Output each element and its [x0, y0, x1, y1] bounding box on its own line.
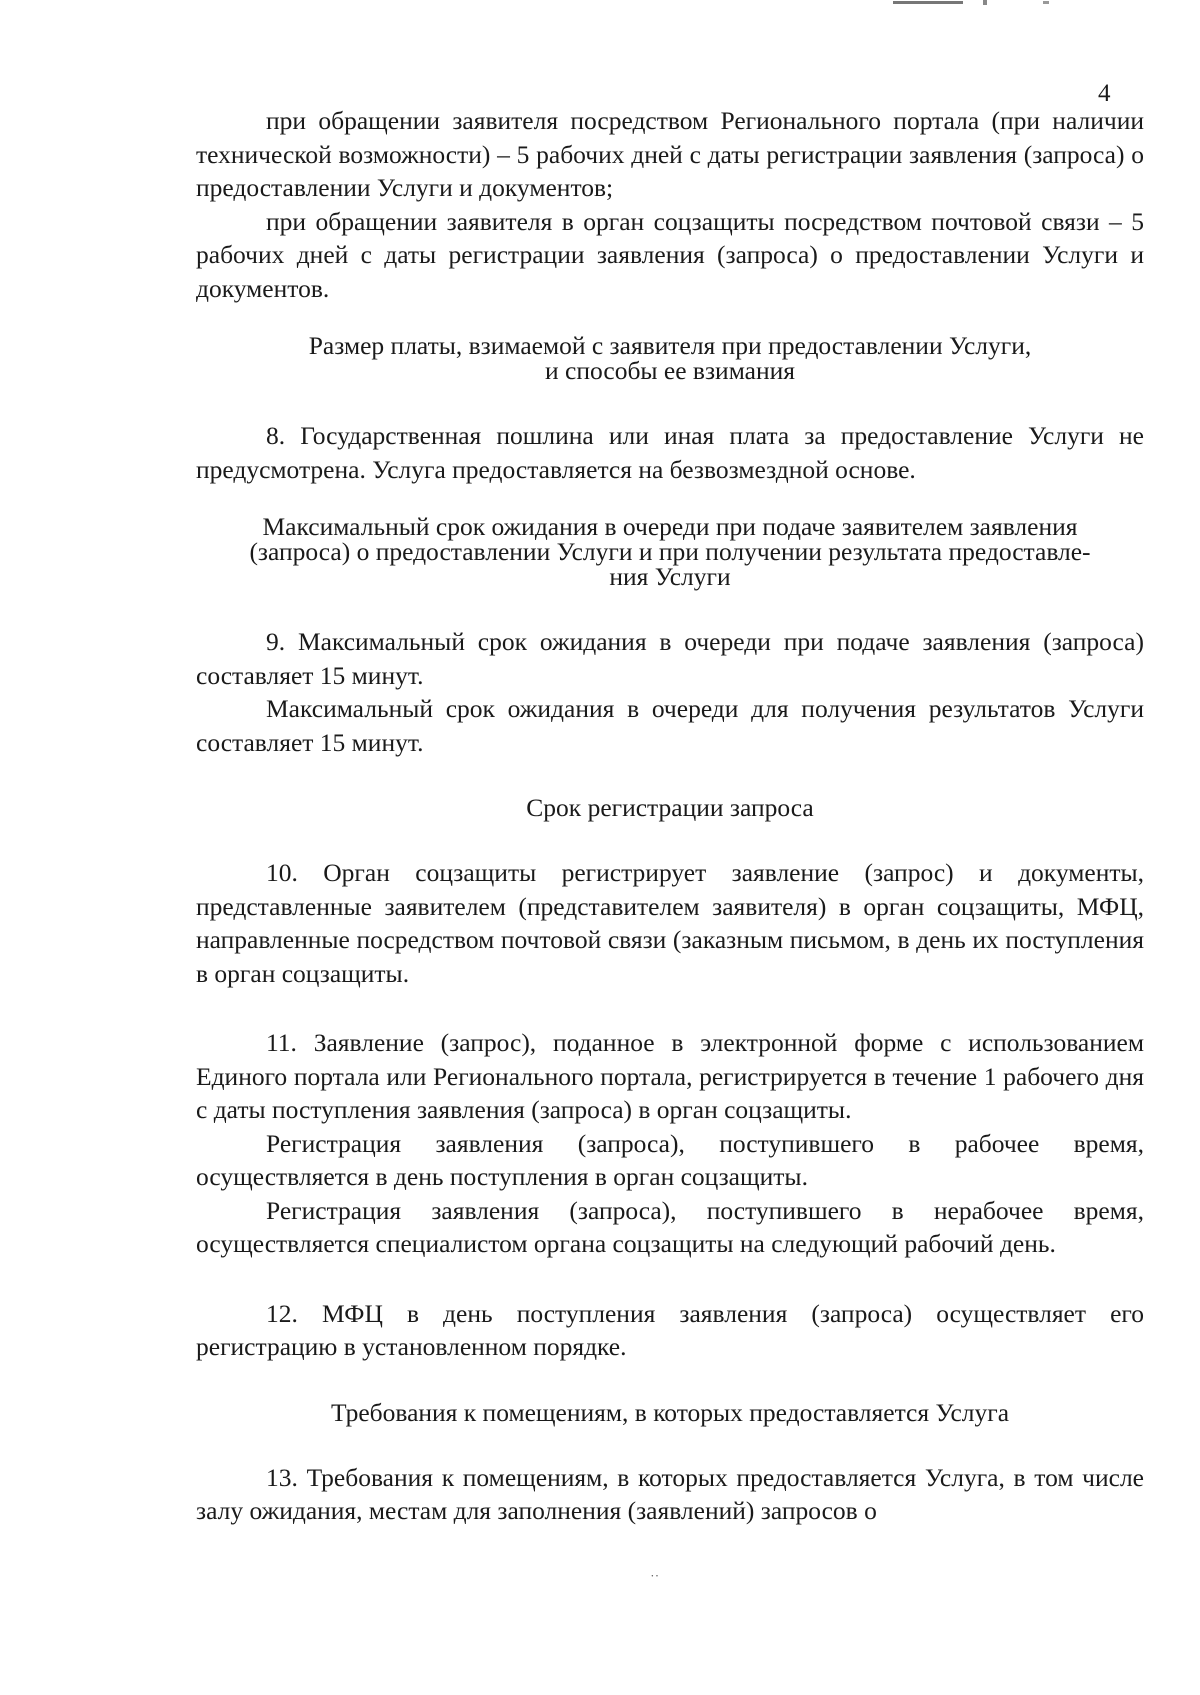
- paragraph-11a: 11. Заявление (запрос), поданное в электронной форме с использованием Единого портала или Регионального портала, регистрируется в течение 1 рабочего дня с даты поступления заявления (запроса) в орган соцзащиты.: [196, 1028, 1144, 1124]
- heading-queue-line3: ния Услуги: [609, 562, 731, 591]
- heading-fee: [196, 333, 1144, 383]
- heading-fee-line2: и способы ее взимания: [545, 356, 795, 385]
- paragraph-9a: 9. Максимальный срок ожидания в очереди при подаче заявления (запроса) составляет 15 минут.: [196, 627, 1144, 690]
- paragraph-11b: Регистрация заявления (запроса), поступившего в рабочее время, осуществляется в день поступления в орган соцзащиты.: [196, 1128, 1144, 1191]
- paragraph-9b: Максимальный срок ожидания в очереди для получения результатов Услуги составляет 15 минут.: [196, 694, 1144, 757]
- heading-fee-line1: Размер платы, взимаемой с заявителя при предоставлении Услуги,: [308, 331, 1032, 360]
- heading-registration: Срок регистрации запроса: [526, 793, 814, 822]
- paragraph-regional-portal: при обращении заявителя посредством Регионального портала (при наличии технической возможности) – 5 рабочих дней с даты регистрации заявления (запроса) о предоставлении Услуги и документов;: [196, 106, 1144, 202]
- paragraph-8: 8. Государственная пошлина или иная плата за предоставление Услуги не предусмотрена. Услуга предоставляется на безвозмездной основе.: [196, 421, 1144, 484]
- page-number: 4: [1098, 80, 1111, 107]
- paragraph-12: 12. МФЦ в день поступления заявления (запроса) осуществляет его регистрацию в установленном порядке.: [196, 1298, 1144, 1361]
- heading-premises: Требования к помещениям, в которых предоставляется Услуга: [330, 1397, 1010, 1427]
- paragraph-11c: Регистрация заявления (запроса), поступившего в нерабочее время, осуществляется специалистом органа соцзащиты на следующий рабочий день.: [196, 1195, 1144, 1258]
- heading-queue-line1: Максимальный срок ожидания в очереди при подаче заявителем заявления: [262, 512, 1078, 541]
- heading-queue: [196, 514, 1144, 589]
- paragraph-10: 10. Орган соцзащиты регистрирует заявление (запрос) и документы, представленные заявителем (представителем заявителя) в орган соцзащиты, МФЦ, направленные посредством почтовой связи (заказным письмом, в день их поступления в орган соцзащиты.: [196, 858, 1144, 988]
- heading-queue-line2: (запроса) о предоставлении Услуги и при получении результата предоставле-: [249, 537, 1091, 566]
- paragraph-postal: при обращении заявителя в орган соцзащиты посредством почтовой связи – 5 рабочих дней с даты регистрации заявления (запроса) о предоставлении Услуги и документов.: [196, 206, 1144, 303]
- document-body: [196, 104, 1144, 1528]
- scan-speck: ˙˙: [650, 1573, 660, 1588]
- paragraph-13: 13. Требования к помещениям, в которых предоставляется Услуга, в том числе залу ожидания, местам для заполнения (заявлений) запросов о: [196, 1462, 1144, 1525]
- scan-artifact-mark: [893, 0, 1083, 6]
